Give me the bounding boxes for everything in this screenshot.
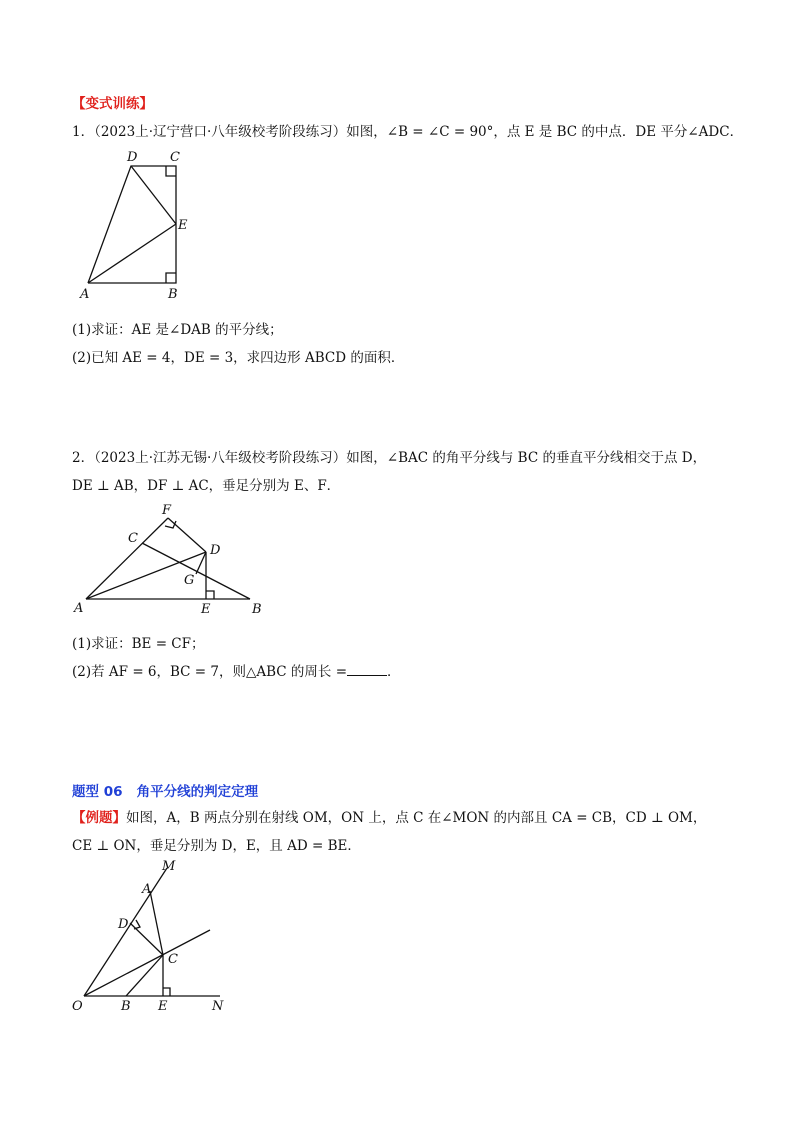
q2-label-e: E bbox=[201, 602, 211, 617]
q2-figure bbox=[72, 502, 272, 617]
q1-label-a: A bbox=[80, 287, 90, 302]
ex-segment-ac bbox=[150, 891, 163, 955]
q2-segment-af bbox=[86, 518, 168, 599]
q1-part2: (2)已知 AE = 4，DE = 3，求四边形 ABCD 的面积． bbox=[72, 350, 405, 366]
q2-part2-end: ． bbox=[387, 664, 401, 680]
ex-label-b: B bbox=[121, 999, 131, 1014]
ex-label-n: N bbox=[212, 999, 224, 1014]
topic-title: 角平分线的判定定理 bbox=[136, 784, 259, 800]
q1-label-c: C bbox=[170, 150, 180, 165]
q1-figure bbox=[78, 146, 198, 306]
ex-ray-om bbox=[84, 868, 167, 996]
q2-segment-fd bbox=[168, 518, 206, 552]
topic-heading bbox=[72, 782, 258, 802]
q1-label-b: B bbox=[168, 287, 178, 302]
q2-part2-text: (2)若 AF = 6，BC = 7，则△ABC 的周长 = bbox=[72, 664, 348, 680]
q2-part1: (1)求证：BE = CF； bbox=[72, 636, 205, 652]
ex-label-a: A bbox=[142, 882, 152, 897]
q2-statement-line1: 2．（2023上·江苏无锡·八年级校考阶段练习）如图，∠BAC 的角平分线与 BC 的垂直平分线相交于点 D， bbox=[72, 450, 707, 466]
example-statement-line2: CE ⊥ ON，垂足分别为 D，E，且 AD = BE． bbox=[72, 838, 361, 854]
q2-part2 bbox=[72, 662, 401, 682]
q1-label-d: D bbox=[127, 150, 138, 165]
ex-label-o: O bbox=[72, 999, 83, 1014]
example-text-line1: 如图，A，B 两点分别在射线 OM，ON 上，点 C 在∠MON 的内部且 CA = CB，CD ⊥ OM， bbox=[126, 810, 707, 826]
q1-statement: 1．（2023上·辽宁营口·八年级校考阶段练习）如图，∠B = ∠C = 90°，点 E 是 BC 的中点．DE 平分∠ADC． bbox=[72, 124, 744, 140]
example-statement-line1 bbox=[72, 808, 706, 828]
q2-answer-blank[interactable] bbox=[347, 663, 387, 676]
q1-right-angle-b bbox=[166, 273, 176, 283]
example-figure bbox=[70, 858, 240, 1018]
q1-label-e: E bbox=[178, 218, 188, 233]
q2-statement-line2: DE ⊥ AB，DF ⊥ AC，垂足分别为 E、F． bbox=[72, 478, 341, 494]
q2-label-c: C bbox=[128, 531, 138, 546]
q1-part1: (1)求证：AE 是∠DAB 的平分线； bbox=[72, 322, 283, 338]
q2-right-angle-f bbox=[165, 521, 176, 528]
ex-label-m: M bbox=[162, 859, 176, 874]
q1-outline bbox=[88, 166, 176, 283]
q2-label-d: D bbox=[210, 543, 221, 558]
ex-label-d: D bbox=[118, 917, 129, 932]
q2-label-g: G bbox=[184, 573, 195, 588]
section-header: 【变式训练】 bbox=[72, 96, 153, 112]
ex-right-angle-e bbox=[163, 988, 170, 996]
q2-label-b: B bbox=[252, 602, 262, 617]
ex-label-e: E bbox=[158, 999, 168, 1014]
example-tag: 【例题】 bbox=[72, 810, 126, 826]
ex-segment-bc bbox=[126, 955, 163, 996]
q1-segment-de bbox=[131, 166, 176, 224]
q2-label-f: F bbox=[162, 503, 172, 518]
q2-label-a: A bbox=[74, 601, 84, 616]
q2-right-angle-e bbox=[206, 591, 214, 599]
topic-label: 题型 06 bbox=[72, 784, 123, 800]
ex-label-c: C bbox=[168, 952, 178, 967]
q1-right-angle-c bbox=[166, 166, 176, 176]
q1-segment-ae bbox=[88, 224, 176, 283]
